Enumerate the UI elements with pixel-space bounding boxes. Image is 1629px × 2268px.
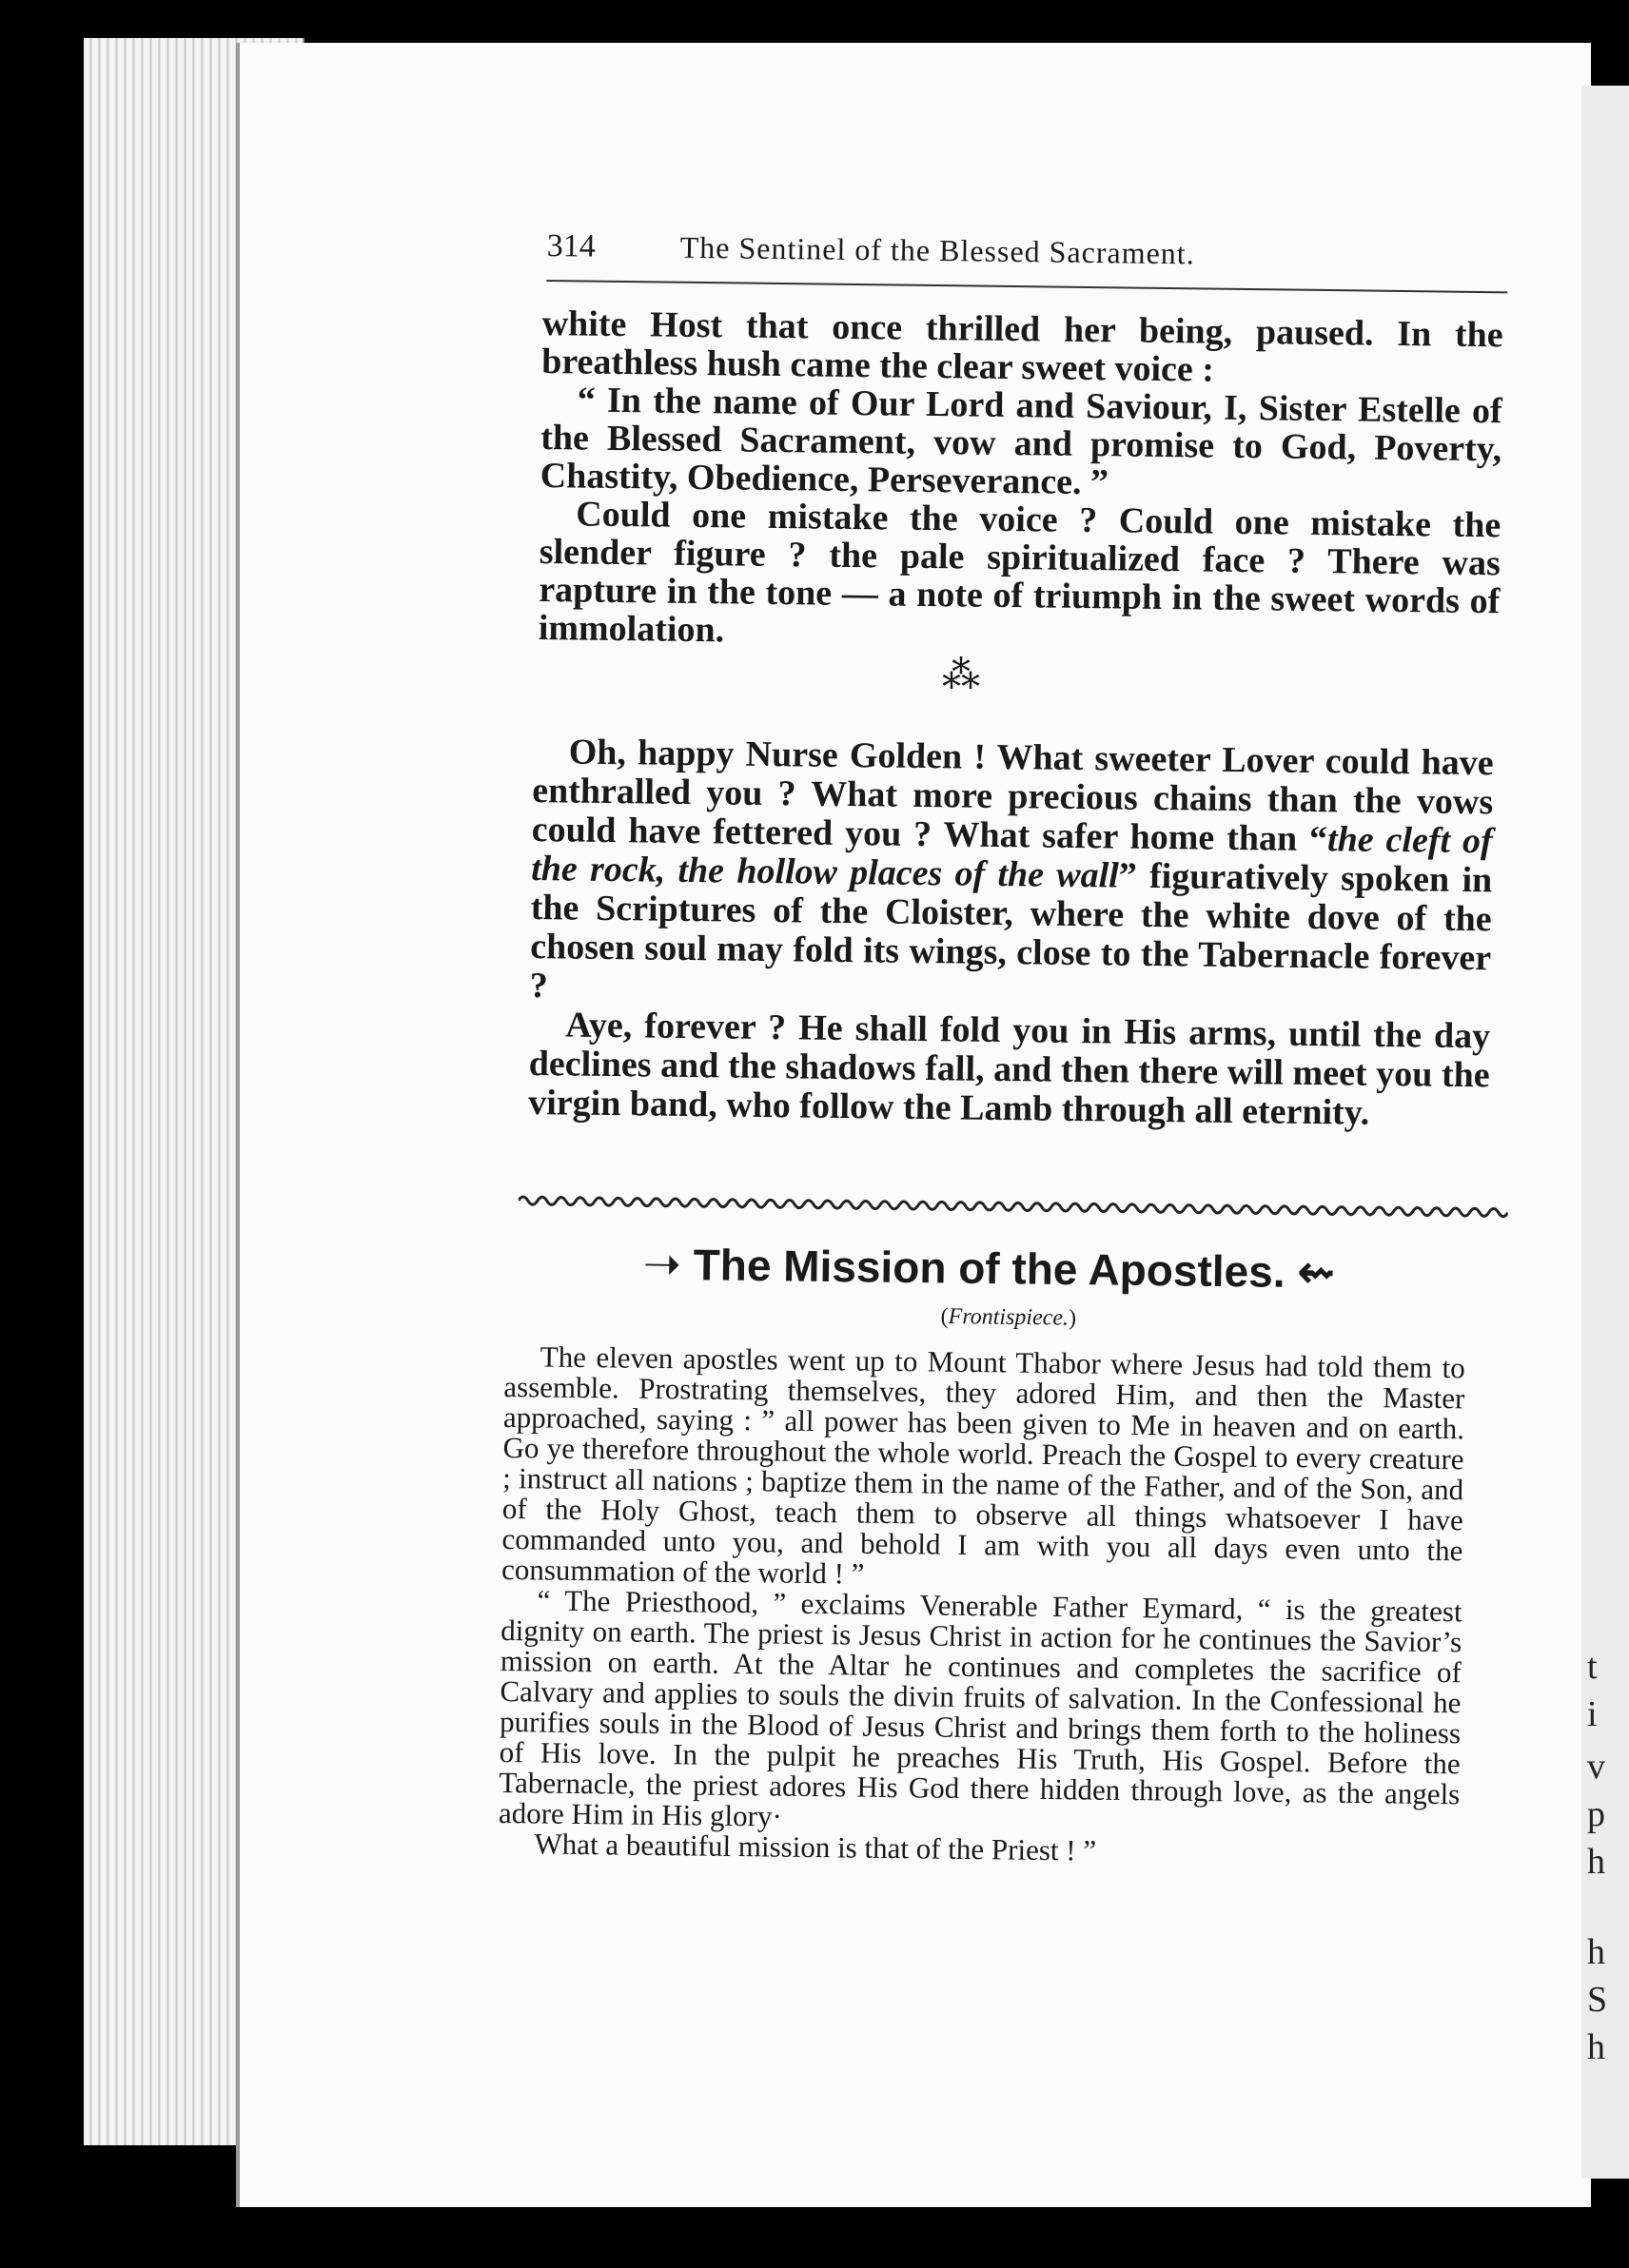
running-title: The Sentinel of the Blessed Sacrament. [679, 229, 1195, 271]
paragraph: Could one mistake the voice ? Could one mistake the slender figure ? the pale spiritualized face ? There was rapture in the tone — a note of triumph in the sweet words of immolation. [538, 494, 1501, 651]
fragment-letter: h [1587, 1842, 1605, 1882]
fragment-letter: h [1587, 1932, 1605, 1972]
fragment-letter: t [1587, 1647, 1598, 1687]
fragment-letter: v [1587, 1747, 1605, 1787]
paragraph: “ The Priesthood, ” exclaims Venerable Father Eymard, “ is the greatest dignity on earth. The priest is Jesus Christ in action for he continues the Savior’s mission on earth. At the Altar he continues and completes the sacrifice of Calvary and applies to souls the divin fruits of salvation. In the Confessional he purifies souls in the Blood of Jesus Christ and brings them forth to the holiness of His love. In the pulpit he preaches His Truth, His Gospel. Before the Tabernacle, the priest adores His God there hidden through love, as the angels adore Him in His glory· [498, 1583, 1462, 1833]
left-ornament-icon: ➝ [642, 1239, 682, 1291]
fragment-letter: S [1587, 1980, 1608, 2020]
section-body [498, 1341, 1465, 1870]
fragment-letter: p [1587, 1794, 1605, 1834]
paragraph: “ In the name of Our Lord and Saviour, I, Sister Estelle of the Blessed Sacrament, vow and promise to God, Poverty, Chastity, Obedience, Perseverance. ” [540, 380, 1502, 503]
section-heading: The Mission of the Apostles. [693, 1240, 1286, 1297]
fragment-letter: h [1587, 2027, 1605, 2067]
section-subtitle: (Frontispiece.) [940, 1303, 1077, 1331]
story-coda [528, 733, 1494, 1134]
section-title [599, 1237, 1380, 1300]
scripture-quote: the cleft of the rock, the hollow places of the wall [530, 819, 1493, 896]
fragment-letter: i [1587, 1694, 1598, 1734]
paragraph: Oh, happy Nurse Golden ! What sweeter Lover could have enthralled you ? What more precious chains than the vows could have fettered you ? What safer home than “the cleft of the rock, the hollow places of the wall” figuratively spoken in the Scriptures of the Cloister, where the white dove of the chosen soul may fold its wings, close to the Tabernacle forever ? [529, 732, 1494, 1007]
page-number: 314 [546, 228, 596, 264]
paragraph: white Host that once thrilled her being, paused. In the breathless hush came the clear sweet voice : [541, 303, 1503, 390]
paragraph: Aye, forever ? He shall fold you in His arms, until the day declines and the shadows fall, and then there will meet you the virgin band, who follow the Lamb through all eternity. [527, 1005, 1491, 1133]
story-conclusion [539, 304, 1503, 658]
asterism-divider: ⁂ [942, 654, 980, 696]
paragraph: What a beautiful mission is that of the Priest ! ” [534, 1827, 1097, 1867]
paragraph: The eleven apostles went up to Mount Thabor where Jesus had told them to assemble. Prostrating themselves, they adored Him, and then the Master approached, saying : ” all power has been given to Me in heaven and on earth. Go ye therefore throughout the whole world. Preach the Gospel to every creature ; instruct all nations ; baptize them in the name of the Father, and of the Son, and of the Holy Ghost, teach them to observe all things whatsoever I have commanded unto you, and behold I am with you all days even unto the consummation of the world ! ” [500, 1339, 1465, 1591]
facing-page-fragment [1581, 86, 1629, 2179]
right-ornament-icon: ⇜ [1297, 1246, 1336, 1299]
